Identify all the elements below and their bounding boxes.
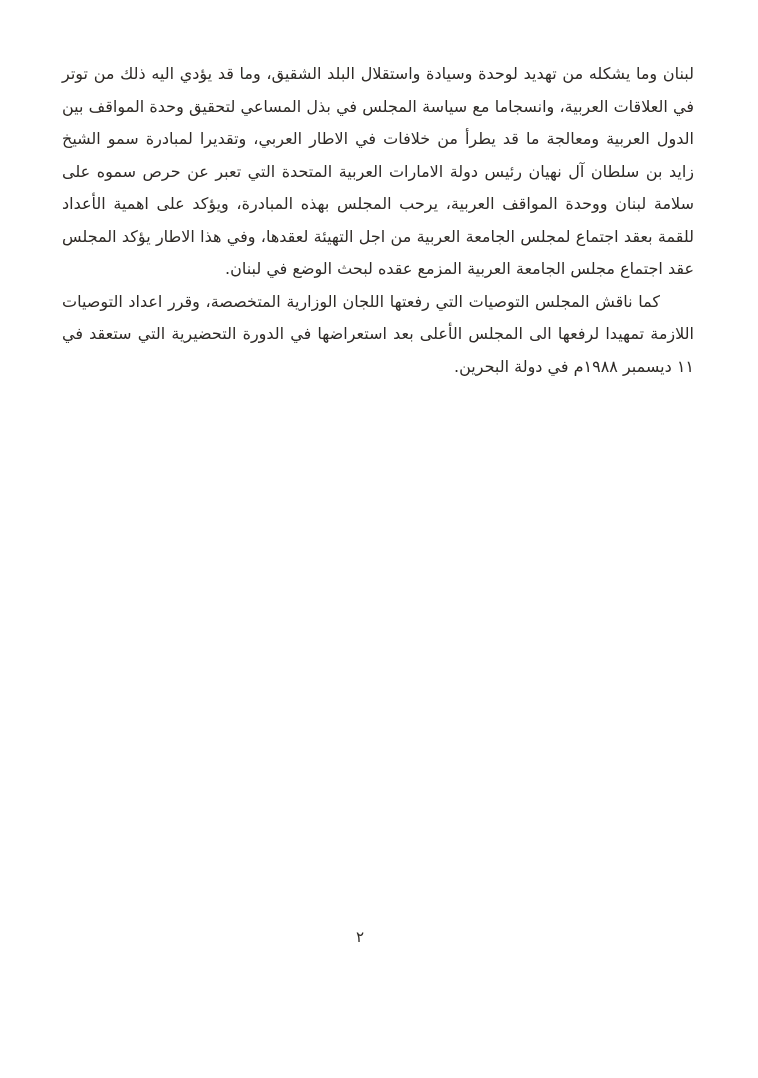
page-number: ٢ (355, 928, 365, 946)
paragraph-2: كما ناقش المجلس التوصيات التي رفعتها اللجان الوزارية المتخصصة، وقرر اعداد التوصيات اللازمة تمهيدا لرفعها الى المجلس الأعلى بعد استعراضها في الدورة التحضيرية التي ستعقد في ١١ ديسمبر ١٩٨٨م في دولة البحرين. (62, 291, 694, 376)
paragraph-1: لبنان وما يشكله من تهديد لوحدة وسيادة واستقلال البلد الشقيق، وما قد يؤدي اليه ذلك من توتر في العلاقات العربية، وانسجاما مع سياسة المجلس في بذل المساعي لتحقيق وحدة المواقف بين الدول العربية ومعالجة ما قد يطرأ من خلافات في الاطار العربي، وتقديرا لمبادرة سمو الشيخ زايد بن سلطان آل نهيان رئيس دولة الامارات العربية المتحدة التي تعبر عن حرص سموه على سلامة لبنان ووحدة المواقف العربية، يرحب المجلس بهذه المبادرة، ويؤكد على اهمية الأعداد للقمة بعقد اجتماع لمجلس الجامعة العربية من اجل التهيئة لعقدها، وفي هذا الاطار يؤكد المجلس عقد اجتماع مجلس الجامعة العربية المزمع عقده لبحث الوضع في لبنان. (62, 64, 694, 278)
document-body (62, 58, 694, 383)
